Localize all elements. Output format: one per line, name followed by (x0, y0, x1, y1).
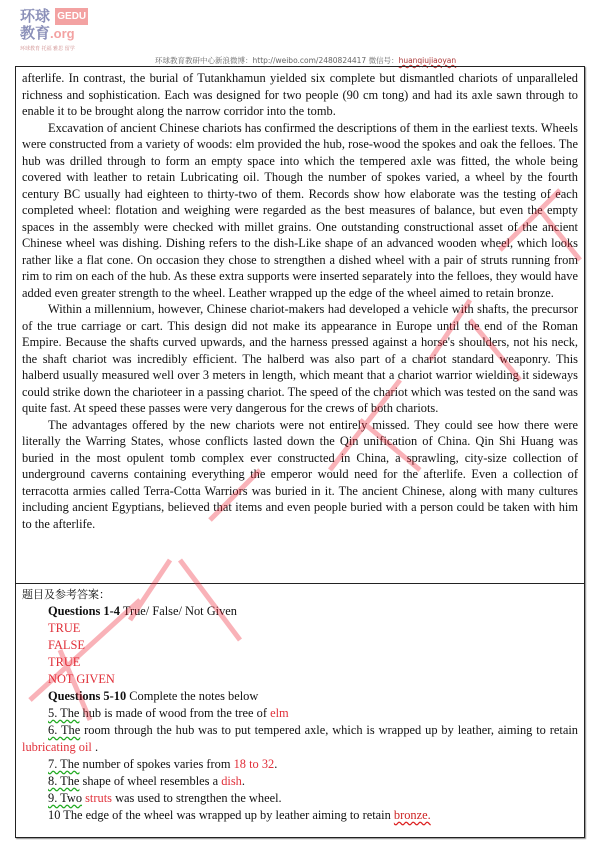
question-9 (22, 790, 578, 807)
q-answer: bronze. (393, 808, 431, 822)
q-text: number of spokes varies from (79, 757, 234, 771)
paragraph: afterlife. In contrast, the burial of Tutankhamun yielded six complete but dismantled chariots of unparalleled richness and sophistication. Each was designed for two people (90 cm tong) and had its axle sawn through to enable it to be brought along the narrow corridor into the tomb. (22, 71, 578, 118)
question-10 (22, 807, 578, 824)
q-text: was used to strengthen the wheel. (111, 791, 282, 805)
q5-10-type: Complete the notes below (126, 689, 259, 703)
divider (16, 583, 584, 584)
q5-10-label: Questions 5-10 (48, 689, 127, 703)
q-num: 5. The (48, 706, 80, 720)
q-end: . (91, 740, 99, 754)
q-num: 7. The (48, 757, 80, 771)
q-end: . (274, 757, 278, 771)
answers-heading: 题目及参考答案： (22, 588, 110, 601)
logo-cn: 环球 (20, 7, 51, 25)
q-answer: 18 to 32 (233, 757, 275, 771)
answer-4: NOT GIVEN (48, 672, 115, 686)
wechat-label: 微信号： (368, 56, 399, 65)
paragraph: Excavation of ancient Chinese chariots has confirmed the descriptions of them in the earliest texts. Wheels were constructed from a variety of woods: elm provided the hub, rose-wood the spokes and oak the felloes. The hub was drilled through to form an empty space into which the tempered axle was fitted, the whole being covered with leather to retain Lubricating oil. Though the number of spokes varied, a wheel by the fourth century BC usually had eighteen to thirty-two of them. Records show how elaborate was the testing of each completed wheel: flotation and weighing were regarded as the best measures of balance, but even the empty spaces in the assembly were checked with millet grains. One outstanding constructional asset of the ancient Chinese wheel was dishing. Dishing refers to the dish-Like shape of an advanced wooden wheel, which looks rather like a flat cone. On occasion they chose to strengthen a dished wheel with a pair of struts running from rim to rim on each of the hub. As these extra supports were inserted separately into the felloes, they would have added even greater strength to the wheel. Leather wrapped up the edge of the wheel aimed to retain bronze. (22, 120, 578, 300)
q-answer: dish (221, 774, 242, 788)
question-6 (22, 722, 578, 756)
page-header (155, 55, 456, 66)
q1-4-type: True/ False/ Not Given (119, 604, 237, 618)
q-text: 10 The edge of the wheel was wrapped up by leather aiming to retain (48, 808, 394, 822)
q-num: 6. The (48, 723, 81, 737)
q-answer: elm (270, 706, 289, 720)
question-8 (22, 773, 578, 790)
logo-gedu: GEDU (55, 8, 88, 25)
q-text: shape of wheel resembles a (79, 774, 222, 788)
answer-3: TRUE (48, 655, 81, 669)
q-text: room through the hub was to put tempered axle, which is wrapped up by leather, aiming to retain (80, 723, 578, 737)
paragraph: The advantages offered by the new chariots were not entirely missed. They could see how there were literally the Warring States, whose conflicts lasted down the Qin unification of China. Qin Shi Huang was buried in the most opulent tomb complex ever constructed in China, a sprawling, city-size collection of underground caverns containing everything the emperor would need for the afterlife. Even a collection of terracotta armies called Terra-Cotta Warriors was buried in it. The ancient Chinese, along with many cultures including ancient Egyptians, believed that items and even people buried with a person could be taken with him to the afterlife. (22, 417, 578, 531)
q-answer: lubricating oil (22, 740, 92, 754)
answers-section (22, 586, 578, 824)
paragraph: Within a millennium, however, Chinese chariot-makers had developed a vehicle with shafts, the precursor of the true carriage or cart. This design did not make its appearance in Europe until the end of the Roman Empire. Because the shafts curved upwards, and the harness pressed against a horse's shoulders, not his neck, the shaft chariot was incredibly efficient. The halberd was also part of a chariot standard weaponry. This halberd usually measured well over 3 meters in length, which meant that a chariot warrior wielding it sideways could strike down the charioteer in a passing chariot. The speed of the chariot which was tested on the sand was quite fast. At speed these passes were very dangerous for the crews of both chariots. (22, 302, 578, 415)
answer-2: FALSE (48, 638, 85, 652)
content-box (15, 66, 585, 838)
q-text: hub is made of wood from the tree of (79, 706, 271, 720)
answer-1: TRUE (48, 621, 81, 635)
passage (22, 70, 578, 532)
q-num: 8. The (48, 774, 80, 788)
logo-tagline: 环球教育 托福 雅思 留学 (20, 46, 75, 52)
logo (20, 8, 100, 52)
logo-org: .org (50, 26, 75, 41)
q1-4-label: Questions 1-4 (48, 604, 120, 618)
question-5 (22, 705, 578, 722)
q-num: 9. Two (48, 791, 83, 805)
logo-cn2: 教育 (20, 24, 51, 42)
question-7 (22, 756, 578, 773)
q-answer: struts (82, 791, 112, 805)
wechat-id: huanqiujiaoyan (398, 56, 457, 65)
weibo-url: http://weibo.com/2480824417 (252, 56, 367, 65)
q-end: . (241, 774, 245, 788)
weibo-label: 环球教育教研中心新浪微博： (155, 56, 253, 65)
